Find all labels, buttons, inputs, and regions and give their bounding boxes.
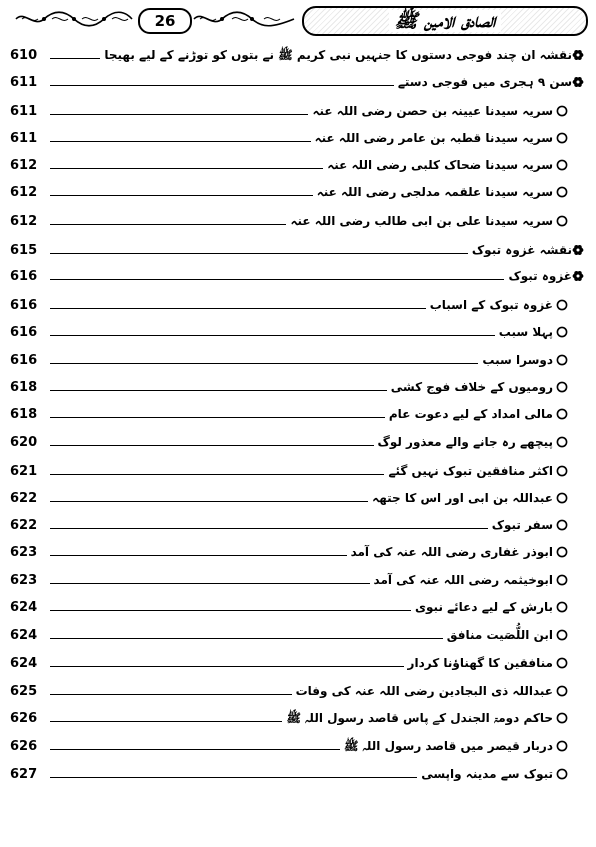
dotted-leader-line bbox=[50, 58, 100, 59]
circle-bullet-icon bbox=[556, 465, 568, 477]
dotted-leader-line bbox=[50, 638, 443, 639]
toc-entry-title: نقشہ ان چند فوجی دستوں کا جنہیں نبی کریم ﷺ نے بتوں کو توڑنے کے لیے بھیجا bbox=[104, 48, 572, 62]
toc-entry-title: نقشہ غزوہ تبوک bbox=[471, 243, 572, 257]
toc-page-number: 615 bbox=[10, 243, 38, 258]
toc-entry-title: ابوخیثمہ رضی اللہ عنہ کی آمد bbox=[373, 573, 553, 587]
toc-entry bbox=[0, 595, 596, 621]
toc-page-number: 611 bbox=[10, 75, 38, 90]
toc-entry-title: غزوہ تبوک bbox=[508, 269, 572, 283]
toc-entry-title: تبوک سے مدینہ واپسی bbox=[421, 767, 553, 781]
circle-bullet-icon bbox=[556, 657, 568, 669]
dotted-leader-line bbox=[50, 417, 385, 418]
dotted-leader-line bbox=[50, 253, 468, 254]
dotted-leader-line bbox=[50, 694, 292, 695]
toc-entry bbox=[0, 623, 596, 649]
toc-entry bbox=[0, 706, 596, 732]
toc-page-number: 618 bbox=[10, 380, 38, 395]
dotted-leader-line bbox=[50, 279, 504, 280]
flower-bullet-icon bbox=[572, 244, 584, 256]
circle-bullet-icon bbox=[556, 685, 568, 697]
dotted-leader-line bbox=[50, 308, 426, 309]
flower-bullet-icon bbox=[572, 270, 584, 282]
circle-bullet-icon bbox=[556, 326, 568, 338]
toc-page-number: 623 bbox=[10, 545, 38, 560]
toc-entry bbox=[0, 679, 596, 705]
dotted-leader-line bbox=[50, 555, 347, 556]
toc-page-number: 616 bbox=[10, 269, 38, 284]
toc-entry bbox=[0, 153, 596, 179]
circle-bullet-icon bbox=[556, 186, 568, 198]
dotted-leader-line bbox=[50, 85, 394, 86]
circle-bullet-icon bbox=[556, 768, 568, 780]
toc-entry-title: سفر تبوک bbox=[491, 518, 553, 532]
flower-bullet-icon bbox=[572, 76, 584, 88]
toc-page-number: 622 bbox=[10, 518, 38, 533]
toc-page-number: 612 bbox=[10, 214, 38, 229]
decorative-ornament-icon bbox=[14, 10, 134, 28]
toc-entry-title: پیچھے رہ جانے والے معذور لوگ bbox=[377, 435, 553, 449]
toc-entry bbox=[0, 209, 596, 235]
book-title-text: الصادق الامین ﷺ bbox=[389, 10, 502, 32]
dotted-leader-line bbox=[50, 474, 384, 475]
dotted-leader-line bbox=[50, 390, 387, 391]
toc-page-number: 627 bbox=[10, 767, 38, 782]
toc-entry-title: حاکم دومۃ الجندل کے پاس قاصد رسول اللہ ﷺ bbox=[286, 711, 553, 725]
toc-entry-title: عبداللہ ذی البجادین رضی اللہ عنہ کی وفات bbox=[295, 684, 553, 698]
toc-entry-title: سریہ سیدنا عیینہ بن حصن رضی اللہ عنہ bbox=[312, 104, 553, 118]
toc-page-number: 612 bbox=[10, 185, 38, 200]
book-title bbox=[302, 6, 588, 36]
toc-page-number: 612 bbox=[10, 158, 38, 173]
toc-entry-title: سریہ سیدنا قطبہ بن عامر رضی اللہ عنہ bbox=[314, 131, 553, 145]
dotted-leader-line bbox=[50, 501, 368, 502]
circle-bullet-icon bbox=[556, 740, 568, 752]
toc-page-number: 618 bbox=[10, 407, 38, 422]
toc-entry bbox=[0, 99, 596, 125]
toc-page-number: 616 bbox=[10, 325, 38, 340]
toc-page-number: 624 bbox=[10, 628, 38, 643]
toc-entry-title: پہلا سبب bbox=[498, 325, 553, 339]
toc-page-number: 623 bbox=[10, 573, 38, 588]
toc-entry-title: رومیوں کے خلاف فوج کشی bbox=[390, 380, 553, 394]
dotted-leader-line bbox=[50, 224, 286, 225]
decorative-ornament-icon bbox=[192, 10, 296, 28]
toc-entry bbox=[0, 320, 596, 346]
circle-bullet-icon bbox=[556, 546, 568, 558]
circle-bullet-icon bbox=[556, 354, 568, 366]
dotted-leader-line bbox=[50, 777, 417, 778]
toc-entry bbox=[0, 375, 596, 401]
flower-bullet-icon bbox=[572, 49, 584, 61]
toc-entry bbox=[0, 540, 596, 566]
circle-bullet-icon bbox=[556, 712, 568, 724]
circle-bullet-icon bbox=[556, 436, 568, 448]
dotted-leader-line bbox=[50, 721, 282, 722]
toc-page-number: 616 bbox=[10, 298, 38, 313]
circle-bullet-icon bbox=[556, 381, 568, 393]
circle-bullet-icon bbox=[556, 601, 568, 613]
toc-entry bbox=[0, 402, 596, 428]
toc-entry bbox=[0, 430, 596, 456]
toc-entry-title: ابن اللُّصَیت منافق bbox=[446, 628, 553, 642]
toc-entry bbox=[0, 180, 596, 206]
circle-bullet-icon bbox=[556, 492, 568, 504]
toc-entry-title: سریہ سیدنا علی بن ابی طالب رضی اللہ عنہ bbox=[290, 214, 553, 228]
toc-entry bbox=[0, 651, 596, 677]
toc-entry bbox=[0, 126, 596, 152]
toc-entry bbox=[0, 568, 596, 594]
toc-entry-title: دوسرا سبب bbox=[482, 353, 553, 367]
dotted-leader-line bbox=[50, 195, 313, 196]
toc-entry-title: سریہ سیدنا علقمہ مدلجی رضی اللہ عنہ bbox=[316, 185, 553, 199]
toc-entry bbox=[0, 762, 596, 788]
dotted-leader-line bbox=[50, 141, 311, 142]
circle-bullet-icon bbox=[556, 408, 568, 420]
circle-bullet-icon bbox=[556, 519, 568, 531]
circle-bullet-icon bbox=[556, 132, 568, 144]
dotted-leader-line bbox=[50, 335, 495, 336]
toc-entry bbox=[0, 264, 596, 290]
toc-page-number: 621 bbox=[10, 464, 38, 479]
toc-entry bbox=[0, 43, 596, 69]
toc-entry-title: دربار قیصر میں قاصد رسول اللہ ﷺ bbox=[343, 739, 553, 753]
toc-page-number: 611 bbox=[10, 104, 38, 119]
circle-bullet-icon bbox=[556, 215, 568, 227]
toc-entry-title: منافقین کا گھناؤنا کردار bbox=[407, 656, 553, 670]
dotted-leader-line bbox=[50, 528, 488, 529]
toc-entry-title: مالی امداد کے لیے دعوت عام bbox=[388, 407, 553, 421]
toc-entry bbox=[0, 238, 596, 264]
toc-entry-title: عبداللہ بن ابی اور اس کا جتھہ bbox=[372, 491, 553, 505]
toc-entry bbox=[0, 486, 596, 512]
toc-page-number: 624 bbox=[10, 656, 38, 671]
dotted-leader-line bbox=[50, 583, 370, 584]
toc-entry bbox=[0, 70, 596, 96]
toc-page-number: 626 bbox=[10, 711, 38, 726]
toc-page-number: 626 bbox=[10, 739, 38, 754]
dotted-leader-line bbox=[50, 168, 323, 169]
toc-page-number: 616 bbox=[10, 353, 38, 368]
dotted-leader-line bbox=[50, 445, 374, 446]
toc-entry-title: سن ۹ ہجری میں فوجی دستے bbox=[397, 75, 572, 89]
toc-page-number: 620 bbox=[10, 435, 38, 450]
toc-entry bbox=[0, 293, 596, 319]
toc-entry bbox=[0, 734, 596, 760]
toc-entry bbox=[0, 459, 596, 485]
toc-page-number: 622 bbox=[10, 491, 38, 506]
circle-bullet-icon bbox=[556, 574, 568, 586]
circle-bullet-icon bbox=[556, 299, 568, 311]
dotted-leader-line bbox=[50, 114, 308, 115]
toc-page-number: 625 bbox=[10, 684, 38, 699]
toc-page-number: 610 bbox=[10, 48, 38, 63]
toc-entry-title: ابوذر غفاری رضی اللہ عنہ کی آمد bbox=[350, 545, 553, 559]
toc-entry-title: اکثر منافقین تبوک نہیں گئے bbox=[388, 464, 553, 478]
circle-bullet-icon bbox=[556, 629, 568, 641]
dotted-leader-line bbox=[50, 610, 411, 611]
page-number: 26 bbox=[138, 8, 192, 34]
toc-entry-title: بارش کے لیے دعائے نبوی bbox=[415, 600, 553, 614]
dotted-leader-line bbox=[50, 363, 478, 364]
circle-bullet-icon bbox=[556, 159, 568, 171]
toc-entry-title: سریہ سیدنا ضحاک کلبی رضی اللہ عنہ bbox=[327, 158, 553, 172]
page-header bbox=[14, 4, 584, 34]
circle-bullet-icon bbox=[556, 105, 568, 117]
toc-page-number: 624 bbox=[10, 600, 38, 615]
dotted-leader-line bbox=[50, 666, 404, 667]
toc-entry bbox=[0, 513, 596, 539]
dotted-leader-line bbox=[50, 749, 340, 750]
toc-entry-title: غزوہ تبوک کے اسباب bbox=[429, 298, 553, 312]
toc-entry bbox=[0, 348, 596, 374]
toc-page-number: 611 bbox=[10, 131, 38, 146]
